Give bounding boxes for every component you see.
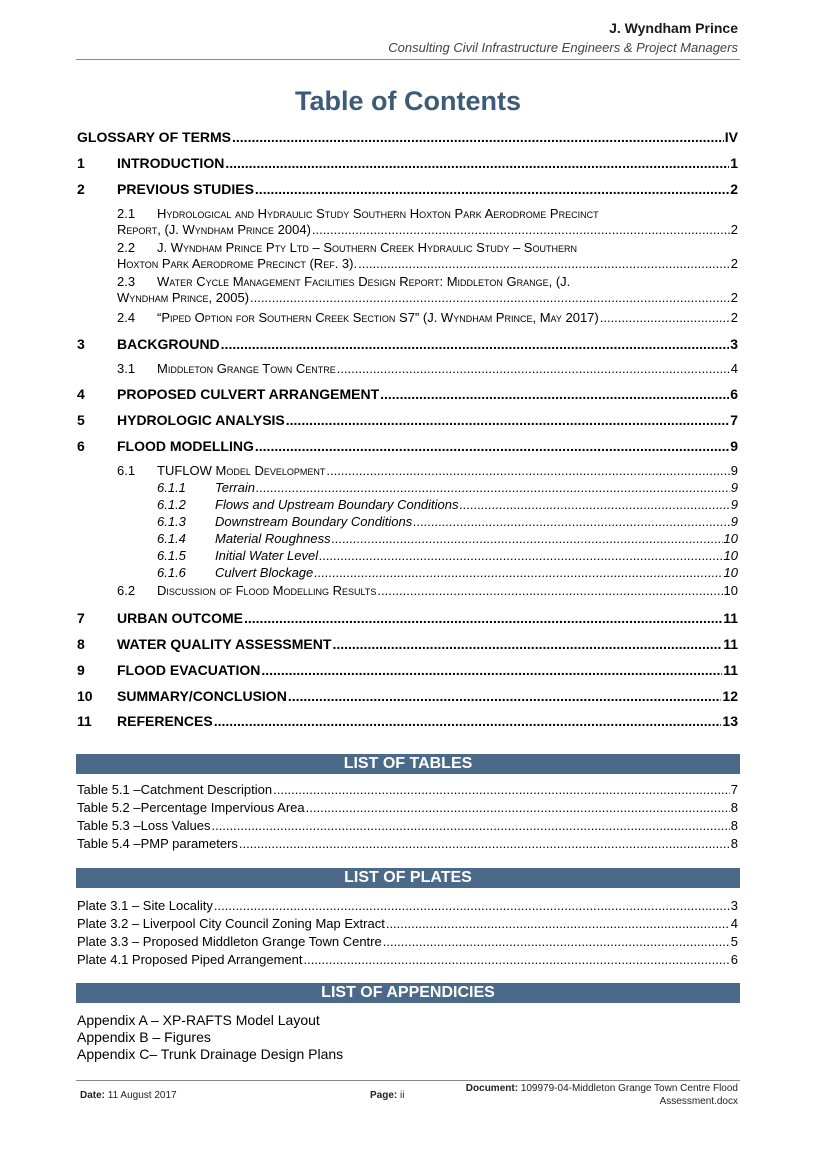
toc-leader bbox=[386, 916, 730, 932]
toc-page: 10 bbox=[723, 583, 738, 598]
toc-label: Flows and Upstream Boundary Conditions bbox=[215, 497, 459, 512]
toc-page: 2 bbox=[730, 290, 738, 305]
toc-number: 2 bbox=[77, 181, 85, 197]
plate-entry[interactable] bbox=[77, 952, 738, 968]
toc-page: 9 bbox=[730, 480, 738, 495]
toc-label-line1: Water Cycle Management Facilities Design Report: Middleton Grange, (J. bbox=[157, 274, 571, 289]
toc-leader bbox=[337, 361, 730, 377]
toc-leader bbox=[303, 952, 729, 968]
plate-label: Plate 3.3 – Proposed Middleton Grange Town Centre bbox=[77, 934, 382, 949]
toc-page: 1 bbox=[730, 155, 738, 171]
toc-entry-6-2[interactable] bbox=[77, 583, 738, 599]
toc-number: 6.2 bbox=[117, 583, 136, 598]
toc-page: 9 bbox=[730, 514, 738, 529]
toc-number: 10 bbox=[77, 688, 93, 704]
toc-label: GLOSSARY OF TERMS bbox=[77, 129, 232, 145]
table-page: 8 bbox=[730, 836, 738, 851]
table-entry[interactable] bbox=[77, 800, 738, 816]
toc-label: PREVIOUS STUDIES bbox=[117, 181, 254, 197]
toc-page: 11 bbox=[723, 610, 738, 626]
company-subtitle: Consulting Civil Infrastructure Engineers & Project Managers bbox=[388, 40, 738, 55]
list-of-tables-heading: LIST OF TABLES bbox=[76, 754, 740, 774]
toc-label: Discussion of Flood Modelling Results bbox=[157, 583, 377, 598]
toc-entry-6-1-5[interactable] bbox=[77, 548, 738, 564]
toc-leader bbox=[288, 687, 722, 705]
toc-leader bbox=[380, 385, 729, 403]
toc-number: 2.1 bbox=[117, 206, 136, 221]
toc-entry-1[interactable] bbox=[77, 154, 738, 172]
toc-leader bbox=[383, 934, 730, 950]
toc-entry-glossary[interactable] bbox=[77, 128, 738, 146]
toc-leader bbox=[377, 583, 722, 599]
toc-label-line2: Hoxton Park Aerodrome Precinct (Ref. 3). bbox=[117, 256, 358, 271]
toc-number: 3 bbox=[77, 336, 85, 352]
toc-leader bbox=[214, 712, 722, 730]
toc-page: 9 bbox=[730, 463, 738, 478]
toc-leader bbox=[358, 256, 730, 272]
toc-label: FLOOD MODELLING bbox=[117, 438, 254, 454]
toc-number: 6.1 bbox=[117, 463, 136, 478]
toc-label: Culvert Blockage bbox=[215, 565, 314, 580]
toc-entry-6-1-2[interactable] bbox=[77, 497, 738, 513]
toc-number: 8 bbox=[77, 636, 85, 652]
footer-doc-line1: 109979-04-Middleton Grange Town Centre Flood bbox=[520, 1083, 738, 1094]
toc-leader bbox=[332, 531, 723, 547]
toc-page: 2 bbox=[730, 222, 738, 237]
toc-label: HYDROLOGIC ANALYSIS bbox=[117, 412, 285, 428]
toc-label: TUFLOW Model Development bbox=[157, 463, 326, 478]
toc-entry-2-4[interactable] bbox=[77, 310, 738, 326]
toc-label-line1: J. Wyndham Prince Pty Ltd – Southern Creek Hydraulic Study – Southern bbox=[157, 240, 577, 255]
toc-label: Terrain bbox=[215, 480, 255, 495]
footer-date bbox=[80, 1090, 177, 1101]
toc-number: 4 bbox=[77, 386, 85, 402]
toc-number: 6 bbox=[77, 438, 85, 454]
toc-entry-2[interactable] bbox=[77, 180, 738, 198]
footer-document bbox=[466, 1082, 738, 1108]
toc-leader bbox=[273, 782, 730, 798]
toc-number: 9 bbox=[77, 662, 85, 678]
toc-leader bbox=[600, 310, 730, 326]
toc-entry-2-2[interactable] bbox=[117, 240, 738, 272]
toc-number: 2.4 bbox=[117, 310, 136, 325]
toc-number: 6.1.2 bbox=[157, 497, 186, 512]
toc-entry-6-1-1[interactable] bbox=[77, 480, 738, 496]
toc-number: 6.1.3 bbox=[157, 514, 186, 529]
toc-number: 3.1 bbox=[117, 361, 136, 376]
toc-page: 9 bbox=[730, 497, 738, 512]
toc-entry-10[interactable] bbox=[77, 687, 738, 705]
plate-page: 4 bbox=[730, 916, 738, 931]
toc-label-line2: Report, (J. Wyndham Prince 2004) bbox=[117, 222, 311, 237]
footer-divider bbox=[76, 1080, 740, 1081]
toc-entry-4[interactable] bbox=[77, 385, 738, 403]
toc-page: 2 bbox=[730, 310, 738, 325]
table-page: 8 bbox=[730, 800, 738, 815]
toc-label: Middleton Grange Town Centre bbox=[157, 361, 336, 376]
table-entry[interactable] bbox=[77, 782, 738, 798]
toc-leader bbox=[255, 180, 729, 198]
toc-page: 7 bbox=[730, 412, 738, 428]
plate-entry[interactable] bbox=[77, 898, 738, 914]
toc-page: 9 bbox=[730, 438, 738, 454]
table-entry[interactable] bbox=[77, 836, 738, 852]
table-label: Table 5.4 –PMP parameters bbox=[77, 836, 238, 851]
plate-page: 5 bbox=[730, 934, 738, 949]
appendix-entry[interactable]: Appendix A – XP-RAFTS Model Layout bbox=[77, 1012, 320, 1028]
footer-page-label: Page: bbox=[370, 1090, 398, 1101]
table-label: Table 5.1 –Catchment Description bbox=[77, 782, 273, 797]
toc-leader bbox=[286, 411, 729, 429]
table-label: Table 5.3 –Loss Values bbox=[77, 818, 211, 833]
plate-entry[interactable] bbox=[77, 916, 738, 932]
toc-entry-7[interactable] bbox=[77, 609, 738, 627]
plate-page: 6 bbox=[730, 952, 738, 967]
toc-leader bbox=[312, 222, 730, 238]
toc-page: 10 bbox=[723, 565, 738, 580]
toc-leader bbox=[261, 661, 722, 679]
toc-number: 5 bbox=[77, 412, 85, 428]
footer-doc-label: Document: bbox=[465, 1083, 519, 1094]
toc-leader bbox=[413, 514, 729, 530]
toc-leader bbox=[332, 635, 722, 653]
toc-leader bbox=[319, 548, 722, 564]
toc-number: 6.1.5 bbox=[157, 548, 186, 563]
toc-entry-9[interactable] bbox=[77, 661, 738, 679]
toc-label: “Piped Option for Southern Creek Section S7” (J. Wyndham Prince, May 2017) bbox=[157, 310, 599, 325]
toc-number: 6.1.6 bbox=[157, 565, 186, 580]
toc-entry-2-1[interactable] bbox=[117, 206, 738, 238]
toc-number: 2.2 bbox=[117, 240, 136, 255]
toc-leader bbox=[232, 128, 724, 146]
toc-label-line2: Wyndham Prince, 2005) bbox=[117, 290, 250, 305]
toc-number: 7 bbox=[77, 610, 85, 626]
toc-page: 6 bbox=[730, 386, 738, 402]
toc-number: 6.1.1 bbox=[157, 480, 186, 495]
table-page: 7 bbox=[730, 782, 738, 797]
plate-label: Plate 4.1 Proposed Piped Arrangement bbox=[77, 952, 303, 967]
list-of-appendices-heading: LIST OF APPENDICIES bbox=[76, 983, 740, 1003]
toc-entry-6-1-3[interactable] bbox=[77, 514, 738, 530]
toc-leader bbox=[225, 154, 729, 172]
table-entry[interactable] bbox=[77, 818, 738, 834]
toc-page: 10 bbox=[723, 548, 738, 563]
toc-leader bbox=[326, 463, 729, 479]
toc-label: Initial Water Level bbox=[215, 548, 319, 563]
toc-number: 11 bbox=[77, 713, 92, 729]
toc-leader bbox=[244, 609, 722, 627]
company-name: J. Wyndham Prince bbox=[609, 20, 738, 36]
table-label: Table 5.2 –Percentage Impervious Area bbox=[77, 800, 305, 815]
toc-leader bbox=[255, 437, 729, 455]
toc-number: 2.3 bbox=[117, 274, 136, 289]
toc-page: 13 bbox=[722, 713, 738, 729]
page-title: Table of Contents bbox=[295, 86, 521, 116]
footer-doc-line2: Assessment.docx bbox=[659, 1096, 738, 1107]
toc-page: 2 bbox=[730, 256, 738, 271]
toc-entry-6-1[interactable] bbox=[77, 463, 738, 479]
list-of-plates-heading: LIST OF PLATES bbox=[76, 868, 740, 888]
toc-leader bbox=[250, 290, 730, 306]
footer-date-label: Date: bbox=[80, 1090, 106, 1101]
toc-page: 3 bbox=[730, 336, 738, 352]
toc-label: PROPOSED CULVERT ARRANGEMENT bbox=[117, 386, 380, 402]
toc-leader bbox=[306, 800, 730, 816]
toc-label: BACKGROUND bbox=[117, 336, 220, 352]
toc-label: SUMMARY/CONCLUSION bbox=[117, 688, 287, 704]
appendix-entry[interactable]: Appendix C– Trunk Drainage Design Plans bbox=[77, 1046, 344, 1062]
toc-entry-6-1-4[interactable] bbox=[77, 531, 738, 547]
toc-page: 2 bbox=[730, 181, 738, 197]
footer-date-value: 11 August 2017 bbox=[107, 1090, 177, 1101]
plate-label: Plate 3.2 – Liverpool City Council Zoning Map Extract bbox=[77, 916, 385, 931]
toc-label: REFERENCES bbox=[117, 713, 213, 729]
toc-entry-6-1-6[interactable] bbox=[77, 565, 738, 581]
toc-number: 6.1.4 bbox=[157, 531, 186, 546]
toc-page: 4 bbox=[730, 361, 738, 376]
plate-page: 3 bbox=[730, 898, 738, 913]
plate-entry[interactable] bbox=[77, 934, 738, 950]
toc-label: FLOOD EVACUATION bbox=[117, 662, 261, 678]
toc-entry-11[interactable] bbox=[77, 712, 738, 730]
footer-page bbox=[370, 1090, 404, 1101]
header-divider bbox=[76, 59, 740, 60]
toc-label: INTRODUCTION bbox=[117, 155, 225, 171]
toc-leader bbox=[239, 836, 730, 852]
toc-entry-3[interactable] bbox=[77, 335, 738, 353]
toc-entry-6[interactable] bbox=[77, 437, 738, 455]
toc-leader bbox=[211, 818, 729, 834]
toc-label: Downstream Boundary Conditions bbox=[215, 514, 413, 529]
toc-page: IV bbox=[724, 129, 738, 145]
toc-entry-8[interactable] bbox=[77, 635, 738, 653]
toc-page: 10 bbox=[723, 531, 738, 546]
toc-page: 12 bbox=[722, 688, 738, 704]
toc-label: Material Roughness bbox=[215, 531, 331, 546]
plate-label: Plate 3.1 – Site Locality bbox=[77, 898, 213, 913]
toc-entry-3-1[interactable] bbox=[77, 361, 738, 377]
toc-leader bbox=[460, 497, 730, 513]
toc-leader bbox=[221, 335, 730, 353]
toc-leader bbox=[214, 898, 730, 914]
toc-page: 11 bbox=[723, 662, 738, 678]
toc-label: URBAN OUTCOME bbox=[117, 610, 243, 626]
toc-label-line1: Hydrological and Hydraulic Study Southern Hoxton Park Aerodrome Precinct bbox=[157, 206, 599, 221]
toc-number: 1 bbox=[77, 155, 85, 171]
toc-leader bbox=[256, 480, 730, 496]
toc-page: 11 bbox=[723, 636, 738, 652]
toc-entry-5[interactable] bbox=[77, 411, 738, 429]
appendix-entry[interactable]: Appendix B – Figures bbox=[77, 1029, 211, 1045]
toc-label: WATER QUALITY ASSESSMENT bbox=[117, 636, 332, 652]
toc-entry-2-3[interactable] bbox=[117, 274, 738, 306]
toc-leader bbox=[314, 565, 722, 581]
table-page: 8 bbox=[730, 818, 738, 833]
footer-page-value: ii bbox=[400, 1090, 405, 1101]
